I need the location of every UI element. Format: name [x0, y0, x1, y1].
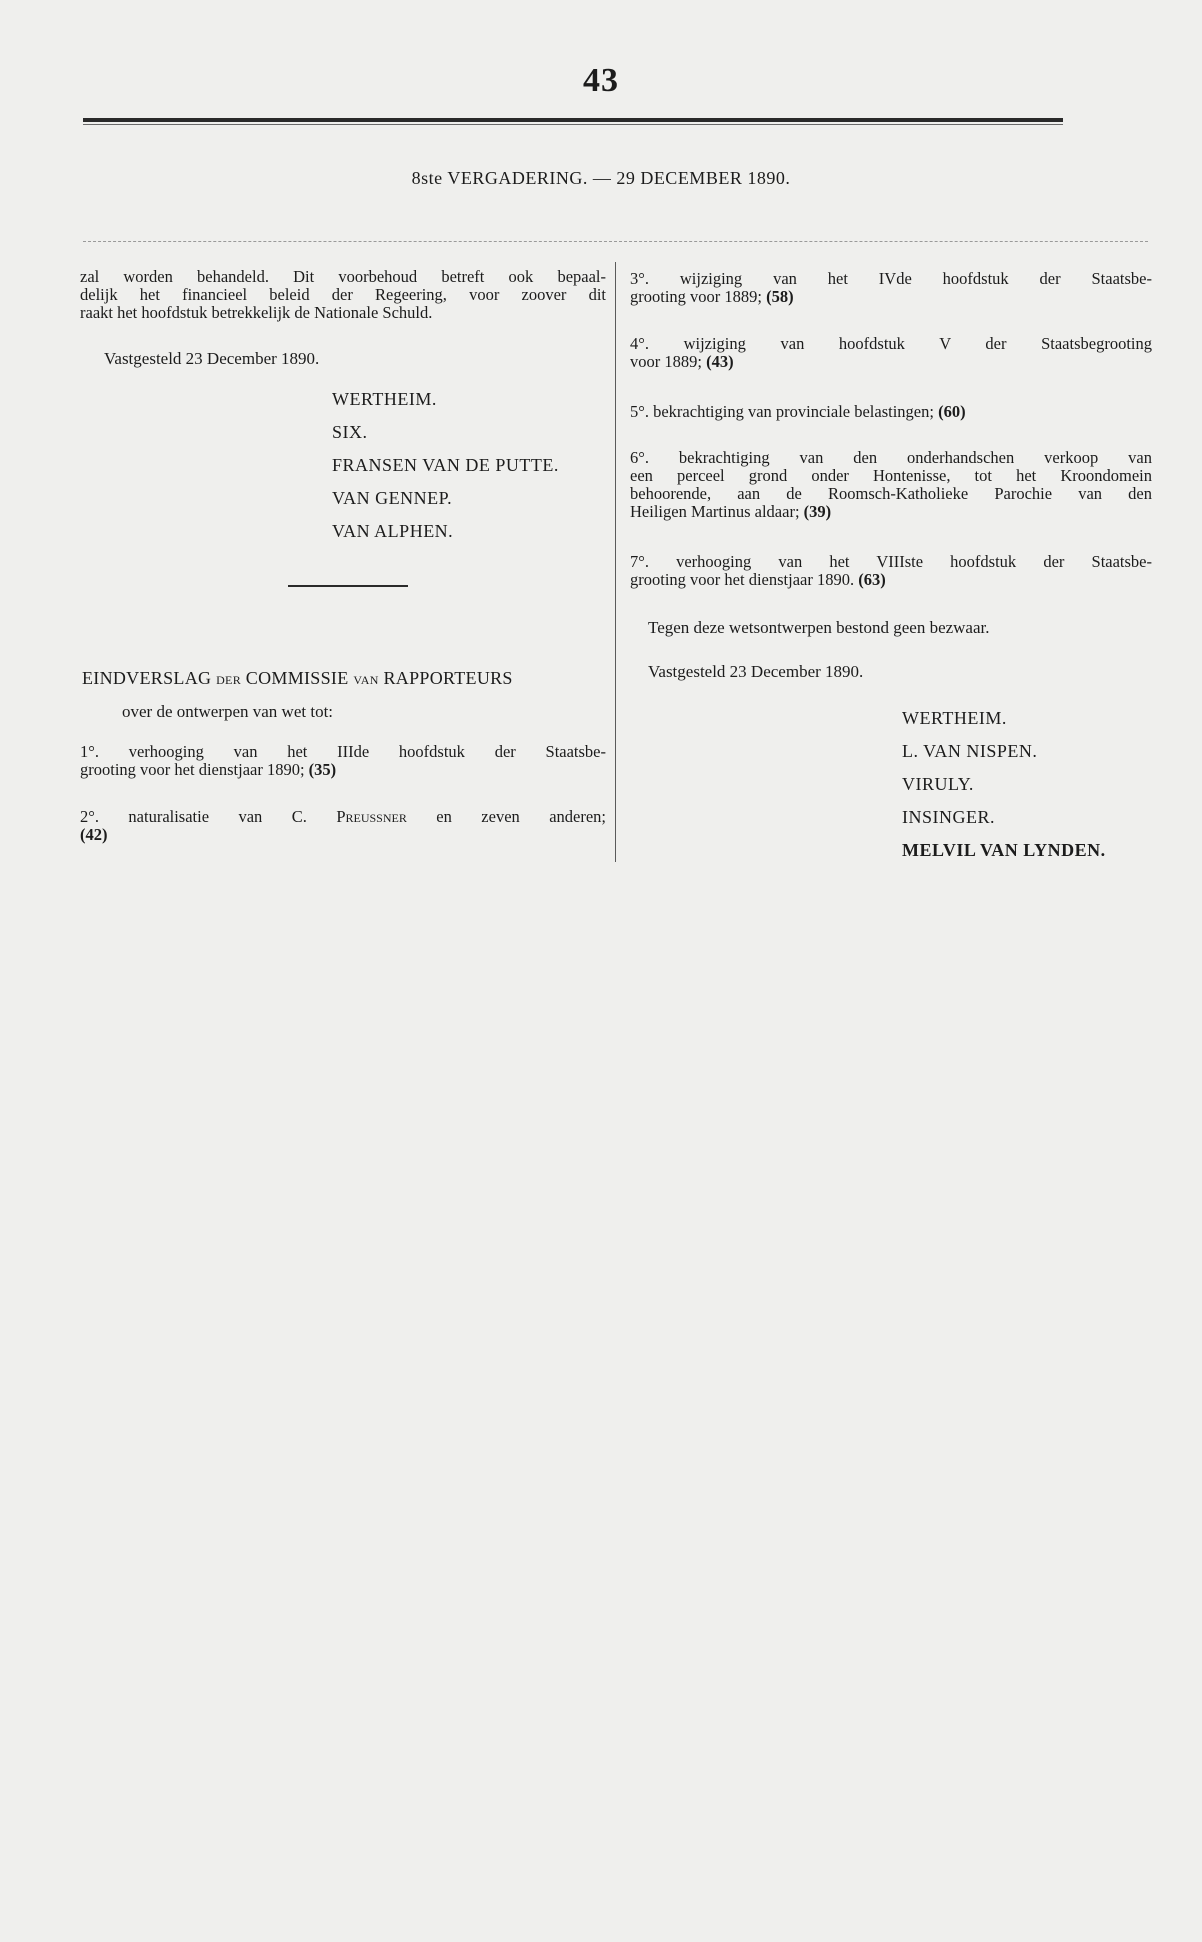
right-item-4 [630, 335, 1152, 371]
item-line: 1°. verhooging van het IIIde hoofdstuk der Staatsbe- [80, 743, 606, 761]
item-line: een perceel grond onder Hontenisse, tot het Kroondomein [630, 467, 1152, 485]
item-ref: (42) [80, 825, 108, 844]
page-number: 43 [583, 62, 619, 99]
item-line: 6°. bekrachtiging van den onderhandschen verkoop van [630, 449, 1152, 467]
report-subheading: over de ontwerpen van wet tot: [122, 702, 334, 721]
item-ref: (63) [858, 570, 886, 589]
signatory: FRANSEN VAN DE PUTTE. [332, 455, 559, 475]
signatory: L. VAN NISPEN. [902, 741, 1038, 761]
item-ref: (43) [706, 352, 734, 371]
session-header: 8ste VERGADERING. — 29 DECEMBER 1890. [411, 168, 791, 188]
item-line: 4°. wijziging van hoofdstuk V der Staatsbegrooting [630, 335, 1152, 353]
heading-text: EINDVERSLAG [82, 668, 217, 688]
column-divider [615, 262, 616, 862]
heading-text: DER [216, 673, 241, 687]
right-vastgesteld: Vastgesteld 23 December 1890. [648, 662, 864, 681]
item-line: grooting voor 1889; [630, 287, 762, 306]
right-item-5 [630, 403, 1152, 421]
signatory: VAN ALPHEN. [332, 521, 454, 541]
item-line: 7°. verhooging van het VIIIste hoofdstuk der Staatsbe- [630, 553, 1152, 571]
left-item-2 [80, 808, 606, 844]
signatory: WERTHEIM. [332, 389, 437, 409]
left-item-1 [80, 743, 606, 779]
heading-text: VAN [353, 673, 379, 687]
item-line: grooting voor het dienstjaar 1890; [80, 760, 305, 779]
left-signatories [332, 383, 559, 548]
item-line: voor 1889; [630, 352, 702, 371]
item-ref: (35) [308, 760, 337, 779]
item-ref: (58) [766, 287, 794, 306]
item-line: 5°. bekrachtiging van provinciale belastingen; [630, 402, 934, 421]
intro-line: raakt het hoofdstuk betrekkelijk de Nationale Schuld. [80, 303, 433, 322]
right-item-3 [630, 270, 1152, 306]
right-signatories [902, 702, 1106, 867]
right-item-6 [630, 449, 1152, 521]
intro-line: zal worden behandeld. Dit voorbehoud betreft ook bepaal- [80, 268, 606, 286]
header-rule [83, 118, 1063, 122]
header-rule-thin [83, 124, 1063, 125]
item-ref: (60) [938, 402, 966, 421]
item-line: grooting voor het dienstjaar 1890. [630, 570, 855, 589]
item-line: en zeven anderen; [406, 808, 606, 826]
signatory: SIX. [332, 422, 368, 442]
item-line: 3°. wijziging van het IVde hoofdstuk der Staatsbe- [630, 270, 1152, 288]
left-vastgesteld: Vastgesteld 23 December 1890. [104, 349, 320, 368]
item-line: behoorende, aan de Roomsch-Katholieke Parochie van den [630, 485, 1152, 503]
signatory: INSINGER. [902, 807, 995, 827]
signatory: WERTHEIM. [902, 708, 1007, 728]
signatory: MELVIL VAN LYNDEN. [902, 840, 1106, 860]
dashed-separator [83, 241, 1148, 242]
right-item-7 [630, 553, 1152, 589]
signatory: VAN GENNEP. [332, 488, 453, 508]
intro-line: delijk het financieel beleid der Regeering, voor zoover dit [80, 286, 606, 304]
item-line: 2°. naturalisatie van C. [80, 808, 337, 826]
signatory: VIRULY. [902, 774, 974, 794]
report-heading [82, 668, 513, 689]
heading-text: COMMISSIE [241, 668, 354, 688]
no-objection-line: Tegen deze wetsontwerpen bestond geen bezwaar. [648, 618, 990, 637]
person-name: Preussner [336, 808, 407, 826]
item-ref: (39) [803, 502, 832, 521]
section-rule [288, 585, 408, 587]
heading-text: RAPPORTEURS [378, 668, 513, 688]
left-intro-paragraph [80, 268, 606, 322]
item-line: Heiligen Martinus aldaar; [630, 502, 800, 521]
